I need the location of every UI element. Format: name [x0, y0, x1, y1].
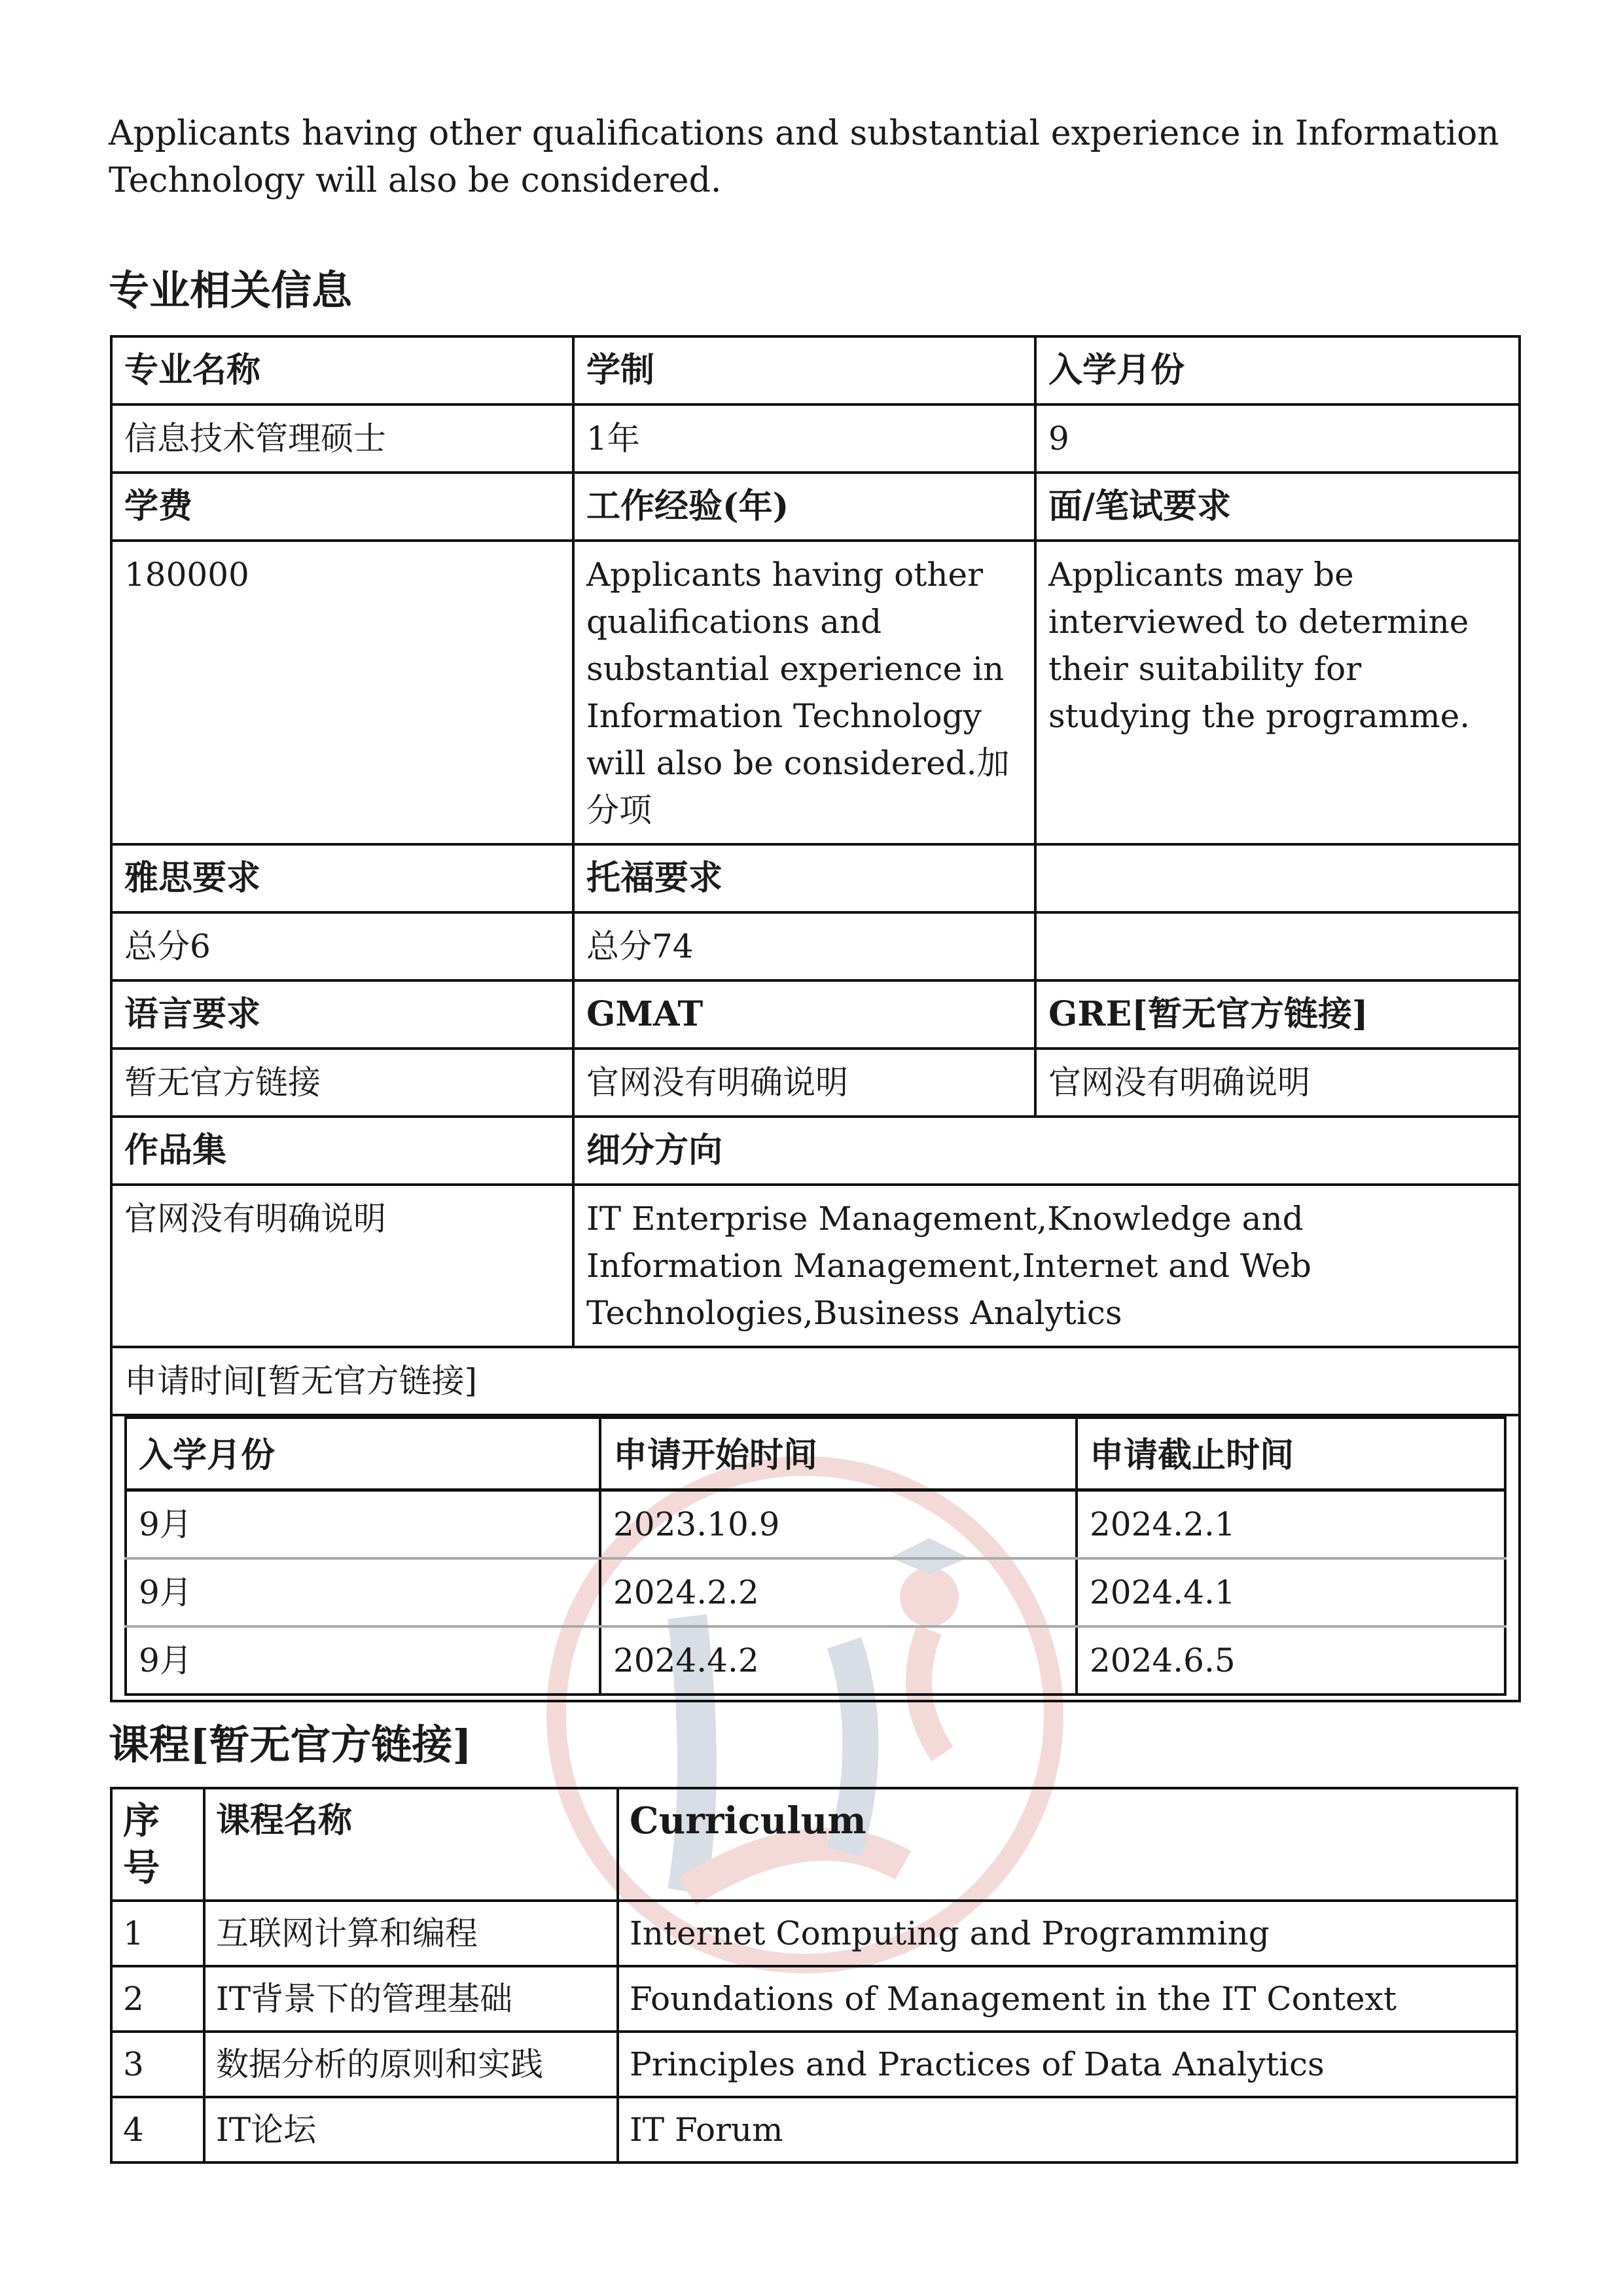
app-cell: 9月: [126, 1558, 600, 1626]
header-language: 语言要求: [111, 980, 573, 1049]
value-tuition: 180000: [111, 541, 573, 844]
course-index: 4: [111, 2097, 204, 2162]
header-major-name: 专业名称: [111, 336, 573, 404]
course-name: IT论坛: [204, 2097, 618, 2162]
table-row: [111, 473, 1520, 541]
course-table: [110, 1787, 1518, 2164]
header-toefl: 托福要求: [573, 844, 1035, 912]
value-language: 暂无官方链接: [111, 1049, 573, 1117]
application-time-label: 申请时间[暂无官方链接]: [111, 1347, 1520, 1415]
course-index: 1: [111, 1901, 204, 1966]
header-empty: [1035, 844, 1520, 912]
table-row: [111, 1415, 1520, 1701]
course-curriculum: Foundations of Management in the IT Context: [618, 1966, 1517, 2032]
table-row: [111, 1901, 1517, 1966]
course-name: 互联网计算和编程: [204, 1901, 618, 1966]
app-cell: 2024.6.5: [1077, 1626, 1505, 1695]
intro-paragraph: Applicants having other qualifications and substantial experience in Information Technology will also be considered.: [109, 114, 1499, 200]
value-empty: [1035, 912, 1520, 980]
value-intake-month: 9: [1035, 404, 1520, 473]
table-row: [111, 404, 1520, 473]
app-cell: 9月: [126, 1490, 600, 1559]
course-index: 2: [111, 1966, 204, 2032]
app-cell: 9月: [126, 1626, 600, 1695]
value-specialization: IT Enterprise Management,Knowledge and Information Management,Internet and Web Technologies,Business Analytics: [573, 1185, 1520, 1347]
value-gmat: 官网没有明确说明: [573, 1049, 1035, 1117]
table-row: [111, 1966, 1517, 2032]
table-row: [111, 2032, 1517, 2097]
header-ielts: 雅思要求: [111, 844, 573, 912]
value-interview: Applicants may be interviewed to determine their suitability for studying the programme.: [1035, 541, 1520, 844]
value-gre: 官网没有明确说明: [1035, 1049, 1520, 1117]
table-row: [111, 1347, 1520, 1415]
header-tuition: 学费: [111, 473, 573, 541]
course-curriculum: IT Forum: [618, 2097, 1517, 2162]
table-row: [111, 980, 1520, 1049]
table-row: [111, 1788, 1517, 1901]
table-row: [111, 541, 1520, 844]
value-toefl: 总分74: [573, 912, 1035, 980]
value-major-name: 信息技术管理硕士: [111, 404, 573, 473]
table-row: [126, 1418, 1505, 1490]
major-info-table: [110, 335, 1521, 1702]
header-gre: GRE[暂无官方链接]: [1035, 980, 1520, 1049]
table-row: [111, 336, 1520, 404]
table-row: [111, 1117, 1520, 1185]
table-row: [111, 912, 1520, 980]
app-cell: 2023.10.9: [600, 1490, 1077, 1559]
course-curriculum: Internet Computing and Programming: [618, 1901, 1517, 1966]
table-row: [111, 2097, 1517, 2162]
app-header-intake: 入学月份: [126, 1418, 600, 1490]
header-work-experience: 工作经验(年): [573, 473, 1035, 541]
application-cell: [111, 1415, 1520, 1701]
header-intake-month: 入学月份: [1035, 336, 1520, 404]
header-curriculum: Curriculum: [618, 1788, 1517, 1901]
header-duration: 学制: [573, 336, 1035, 404]
table-row: [111, 844, 1520, 912]
app-header-start: 申请开始时间: [600, 1418, 1077, 1490]
app-header-deadline: 申请截止时间: [1077, 1418, 1505, 1490]
application-time-table: [124, 1416, 1507, 1696]
header-interview: 面/笔试要求: [1035, 473, 1520, 541]
header-index: 序号: [111, 1788, 204, 1901]
app-cell: 2024.2.2: [600, 1558, 1077, 1626]
app-cell: 2024.4.1: [1077, 1558, 1505, 1626]
header-portfolio: 作品集: [111, 1117, 573, 1185]
header-specialization: 细分方向: [573, 1117, 1520, 1185]
course-name: 数据分析的原则和实践: [204, 2032, 618, 2097]
major-info-title: 专业相关信息: [109, 266, 353, 314]
table-row: [126, 1626, 1505, 1695]
app-cell: 2024.4.2: [600, 1626, 1077, 1695]
course-index: 3: [111, 2032, 204, 2097]
header-gmat: GMAT: [573, 980, 1035, 1049]
value-portfolio: 官网没有明确说明: [111, 1185, 573, 1347]
value-work-experience: Applicants having other qualifications and substantial experience in Information Technology will also be considered.加分项: [573, 541, 1035, 844]
table-row: [111, 1185, 1520, 1347]
course-title: 课程[暂无官方链接]: [109, 1721, 472, 1768]
table-row: [126, 1558, 1505, 1626]
value-duration: 1年: [573, 404, 1035, 473]
course-name: IT背景下的管理基础: [204, 1966, 618, 2032]
app-cell: 2024.2.1: [1077, 1490, 1505, 1559]
value-ielts: 总分6: [111, 912, 573, 980]
table-row: [126, 1490, 1505, 1559]
course-curriculum: Principles and Practices of Data Analytics: [618, 2032, 1517, 2097]
table-row: [111, 1049, 1520, 1117]
header-course-name: 课程名称: [204, 1788, 618, 1901]
